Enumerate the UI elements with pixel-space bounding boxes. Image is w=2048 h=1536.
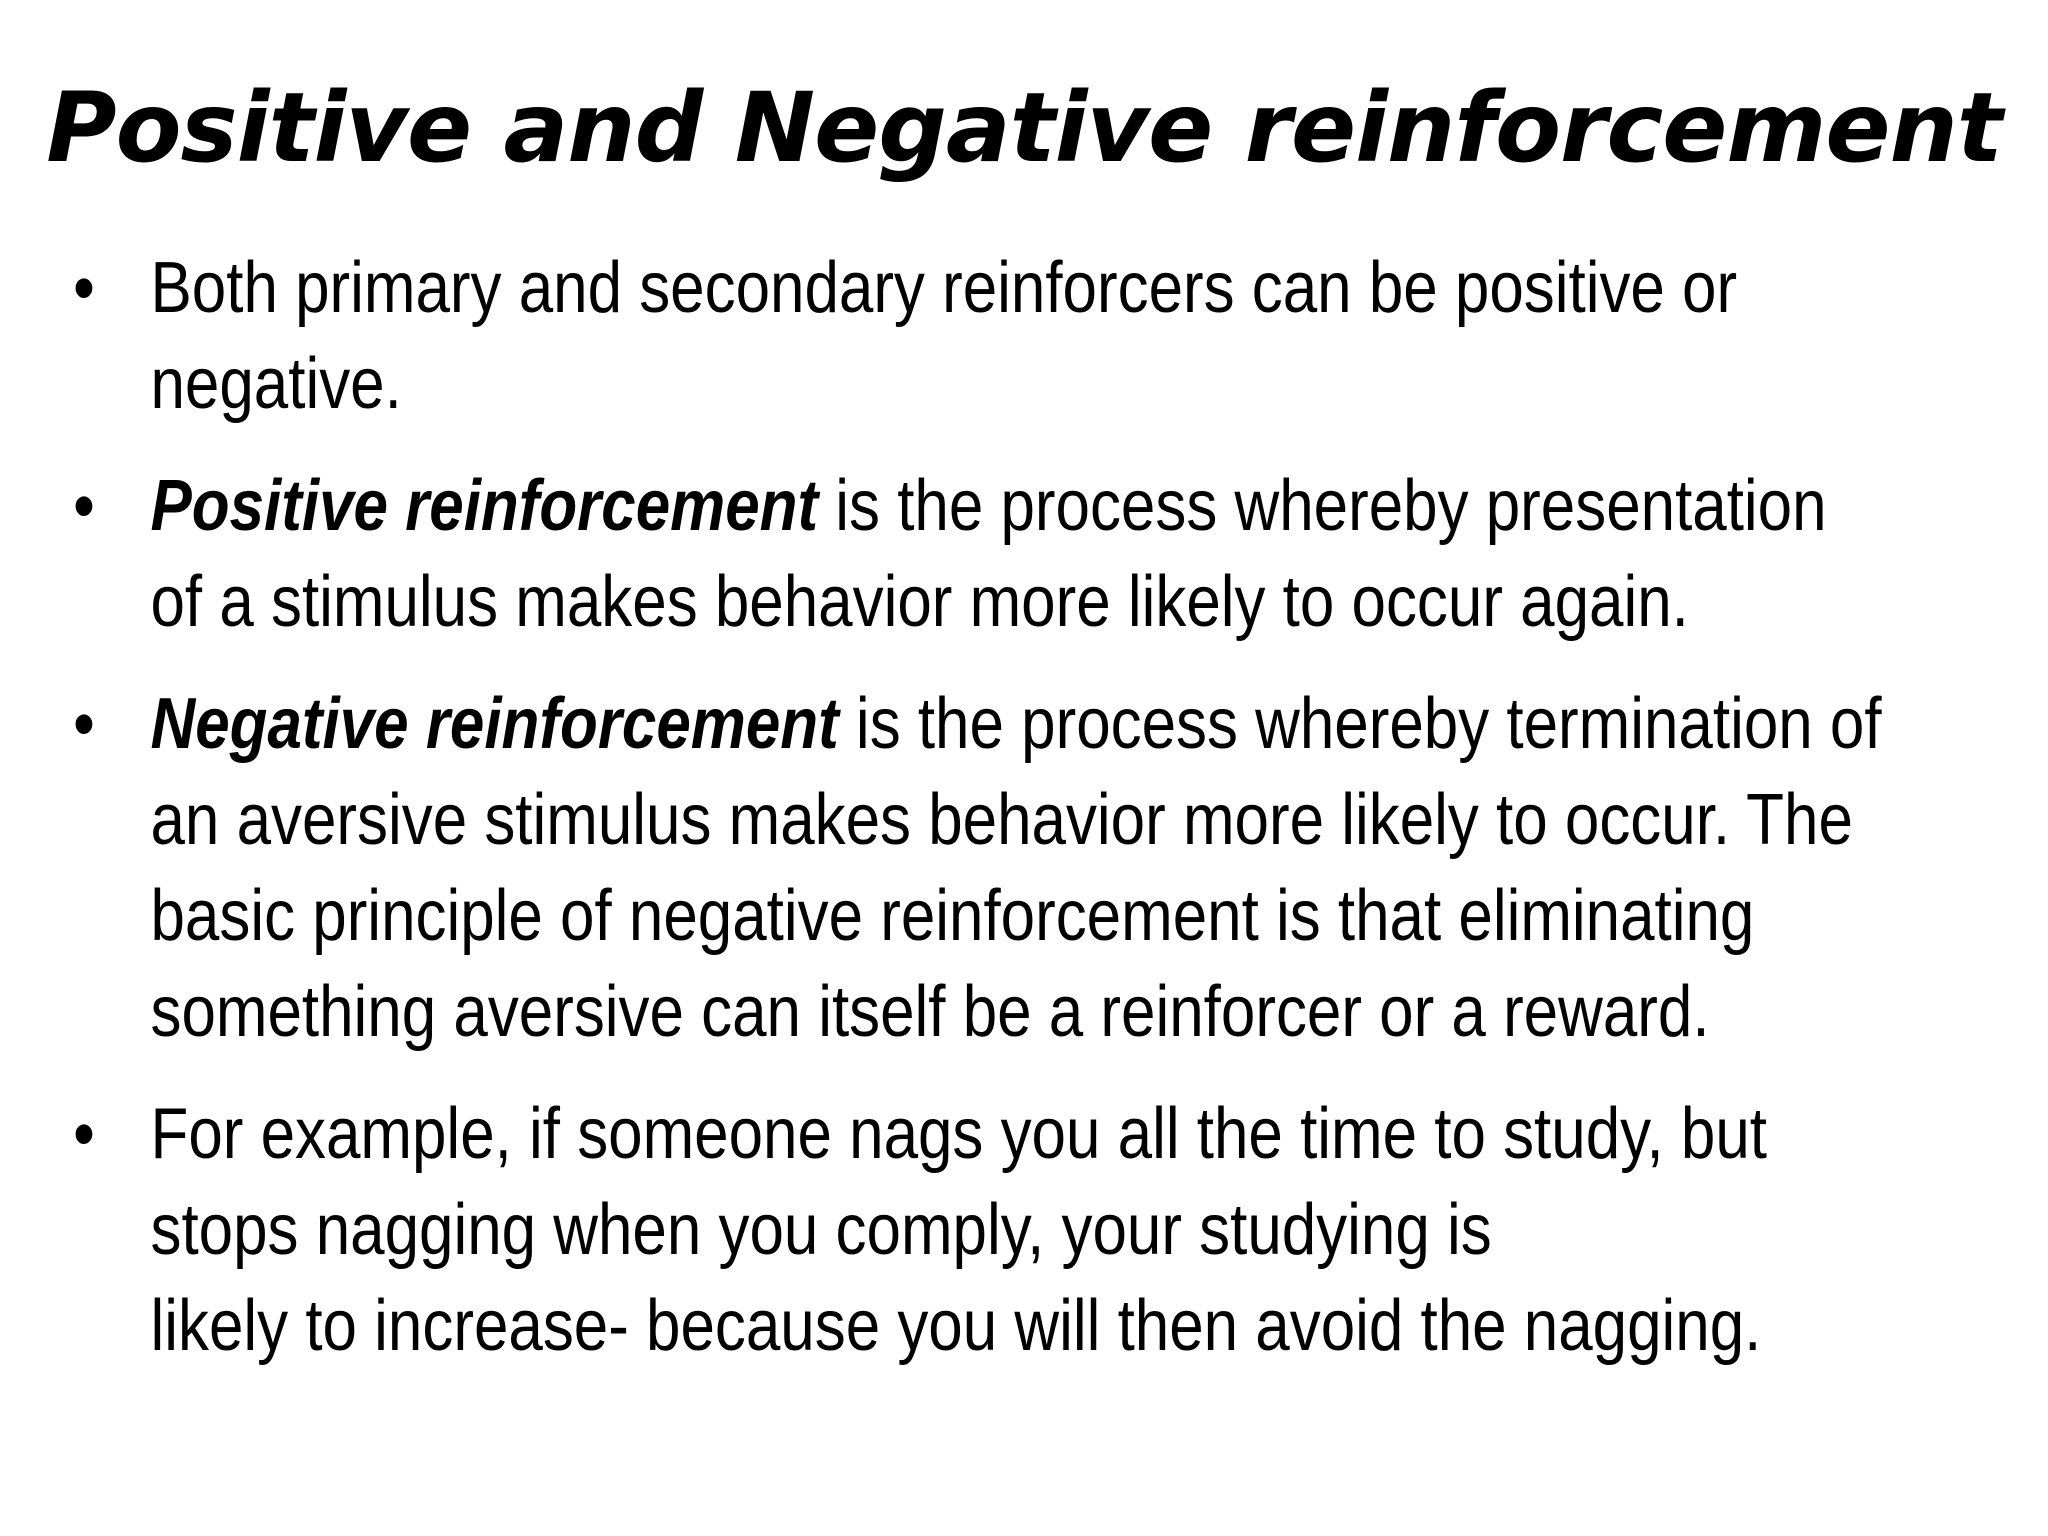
bullet-icon: • [73, 1094, 95, 1174]
bullet-text-line: Both primary and secondary reinforcers can be positive or [150, 248, 1738, 328]
bullet-text-line: For example, if someone nags you all the time to study, but [150, 1094, 1767, 1174]
bullet-text-line: stops nagging when you comply, your studying is [150, 1190, 1492, 1270]
bullet-text-line [150, 458, 1827, 554]
bullet-icon: • [73, 248, 95, 328]
bullet-text-line: likely to increase- because you will then avoid the nagging. [150, 1286, 1762, 1366]
bullet-text-line: negative. [150, 344, 402, 424]
bullet-item-4 [0, 1086, 1767, 1374]
bullet-item-3 [0, 676, 1882, 1060]
term-positive-reinforcement: Positive reinforcement [150, 466, 819, 546]
bullet-text-segment: is the process whereby presentation [818, 466, 1827, 546]
bullet-text-line: basic principle of negative reinforcement is that eliminating [150, 876, 1755, 956]
bullet-text-line: something aversive can itself be a reinforcer or a reward. [150, 972, 1710, 1052]
bullet-item-2 [0, 458, 1827, 650]
bullet-list [0, 240, 1882, 1400]
slide-title: Positive and Negative reinforcement [46, 72, 2002, 184]
bullet-text-segment: is the process whereby termination of [838, 684, 1882, 764]
term-negative-reinforcement: Negative reinforcement [150, 684, 839, 764]
bullet-text-line [150, 676, 1882, 772]
bullet-icon: • [73, 684, 95, 764]
bullet-text-line: an aversive stimulus makes behavior more likely to occur. The [150, 780, 1853, 860]
bullet-item-1 [0, 240, 1738, 432]
bullet-text-line: of a stimulus makes behavior more likely to occur again. [150, 562, 1689, 642]
bullet-icon: • [73, 466, 95, 546]
